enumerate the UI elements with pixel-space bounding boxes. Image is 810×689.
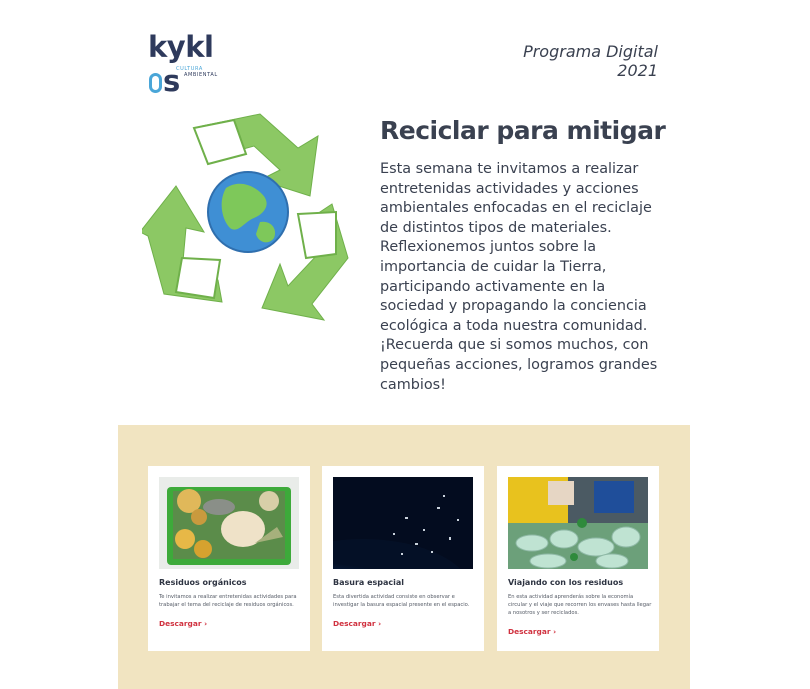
download-link[interactable]: Descargar ›: [159, 619, 208, 628]
card-title: Viajando con los residuos: [508, 578, 624, 587]
recycle-earth-icon: [142, 108, 354, 324]
card-title: Basura espacial: [333, 578, 405, 587]
chevron-right-icon: ›: [378, 619, 382, 628]
logo-wordmark: kykls: [148, 30, 214, 98]
chevron-right-icon: ›: [553, 627, 557, 636]
download-link[interactable]: Descargar ›: [508, 627, 557, 636]
activity-card-travel[interactable]: [497, 466, 659, 651]
card-description: Te invitamos a realizar entretenidas actividades para trabajar el tema del reciclaje de residuos orgánicos.: [159, 594, 297, 608]
intro-text: Esta semana te invitamos a realizar entretenidas actividades y acciones ambientales enfocadas en el reciclaje de distintos tipos de materiales. Reflexionemos juntos sobre la importancia de cuidar la Tierra, participando activamente en la sociedad y propagando la conciencia ecológica a toda nuestra comunidad. ¡Recuerda que si somos muchos, con pequeñas acciones, logramos grandes cambios!: [380, 161, 658, 393]
kyklos-logo[interactable]: [148, 30, 228, 98]
activity-card-organic[interactable]: [148, 466, 310, 651]
card-description: En esta actividad aprenderás sobre la economía circular y el viaje que recorren los envases hasta llegar a nosotros y ser reciclados.: [508, 594, 652, 616]
activity-card-space[interactable]: [322, 466, 484, 651]
download-link[interactable]: Descargar ›: [333, 619, 382, 628]
plastic-bottles-photo: [508, 477, 648, 569]
logo-subtitle-2: AMBIENTAL: [184, 72, 218, 78]
program-label: Programa Digital 2021: [523, 42, 658, 80]
logo-subtitle-1: CULTURA: [176, 66, 203, 72]
logo-o-icon: [149, 73, 162, 93]
card-title: Residuos orgánicos: [159, 578, 247, 587]
space-debris-photo: [333, 477, 473, 569]
page-title: Reciclar para mitigar: [380, 116, 666, 145]
organic-waste-photo: [159, 477, 299, 569]
chevron-right-icon: ›: [204, 619, 208, 628]
card-description: Esta divertida actividad consiste en observar e investigar la basura espacial presente en el espacio.: [333, 594, 470, 608]
